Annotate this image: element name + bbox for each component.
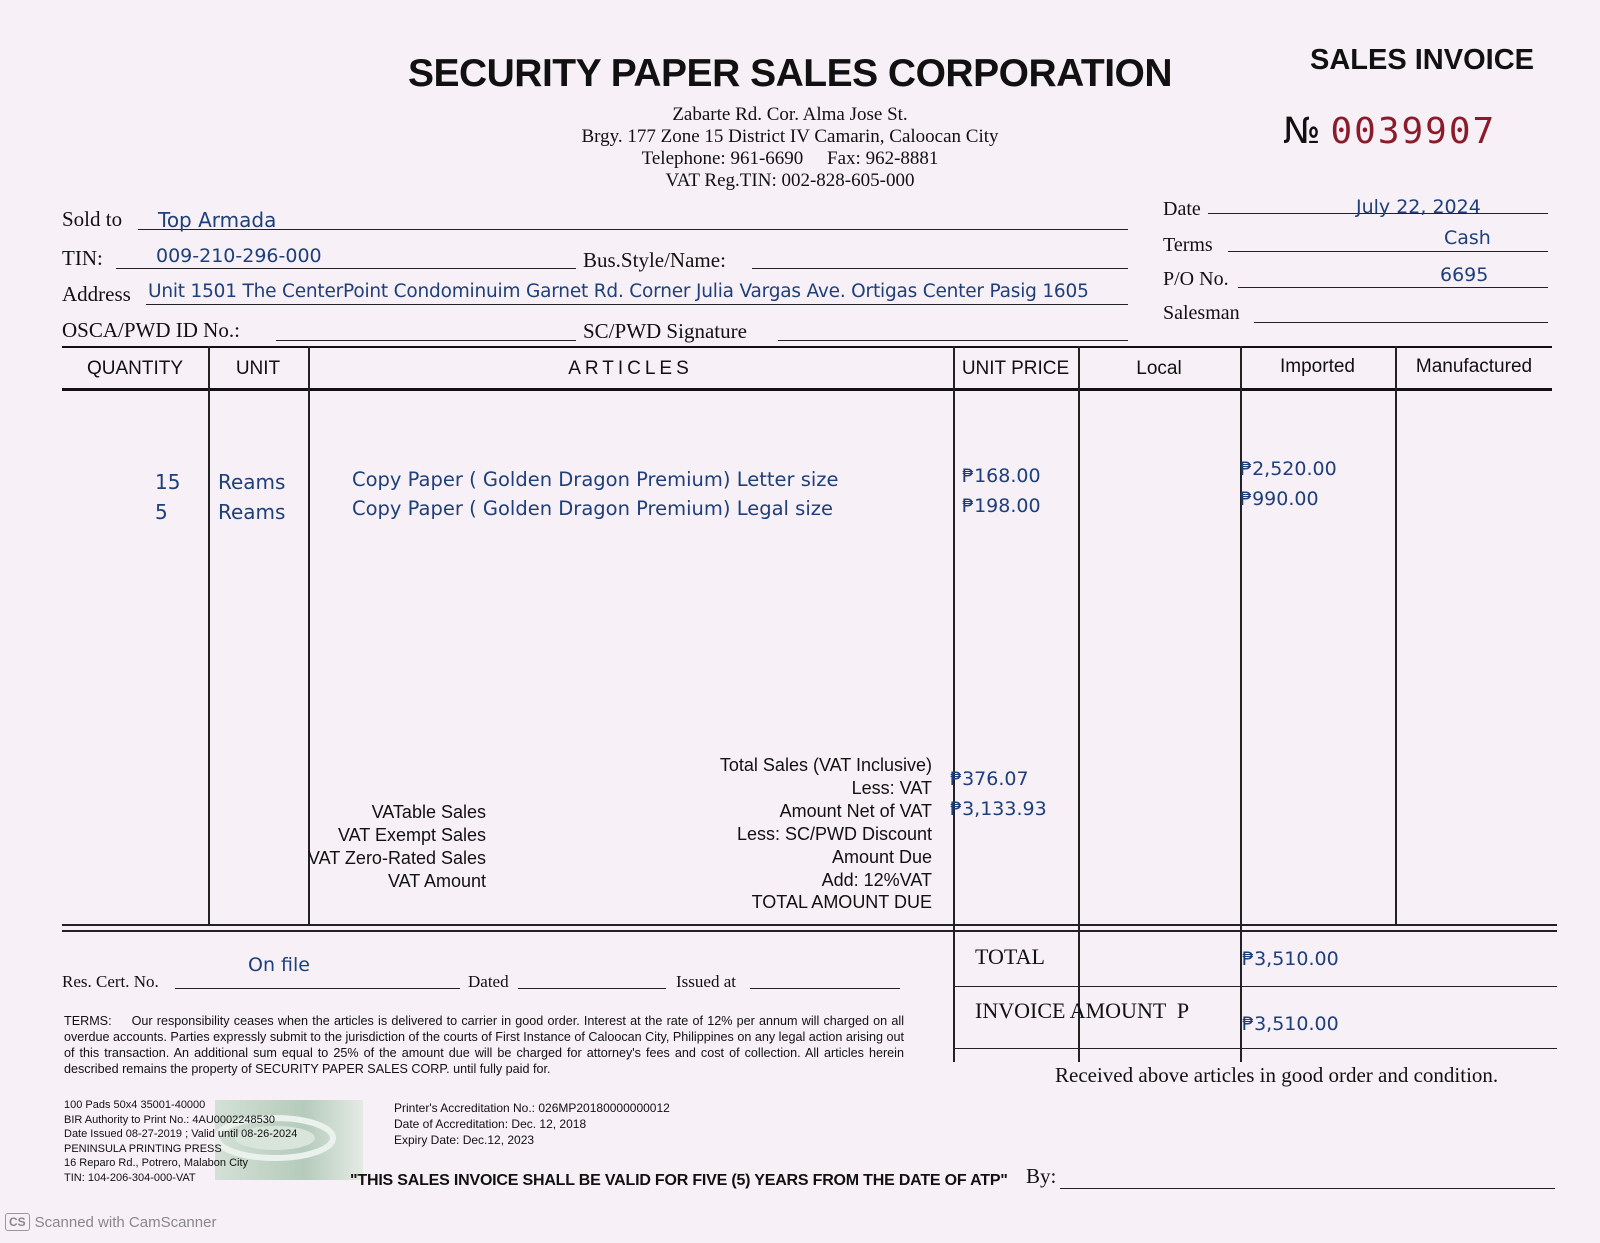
- total-amount-due-label: TOTAL AMOUNT DUE: [751, 892, 932, 912]
- res-cert-value: On file: [248, 954, 310, 976]
- invoice-number-label: №: [1283, 111, 1321, 152]
- osca-label: OSCA/PWD ID No.:: [62, 318, 240, 342]
- company-address-line2: Brgy. 177 Zone 15 District IV Camarin, Caloocan City: [581, 126, 999, 147]
- address-label: Address: [62, 282, 131, 306]
- vatable-sales-label: VATable Sales: [371, 802, 486, 822]
- terms-heading: TERMS:: [64, 1014, 112, 1028]
- printer-line: Date Issued 08-27-2019 ; Valid until 08-26-2024: [64, 1128, 298, 1140]
- printer-line: 16 Reparo Rd., Potrero, Malabon City: [64, 1157, 249, 1169]
- col-manufactured: Manufactured: [1415, 356, 1533, 377]
- total-value: ₱3,510.00: [1242, 948, 1339, 970]
- terms-label: Terms: [1163, 234, 1213, 256]
- row1-unit: Reams: [218, 470, 286, 494]
- printer-line: 100 Pads 50x4 35001-40000: [64, 1099, 206, 1111]
- col-unit: UNIT: [235, 358, 281, 379]
- camscanner-logo-icon: CS: [5, 1213, 30, 1231]
- invoice-number: 0039907: [1330, 111, 1497, 152]
- date-label: Date: [1163, 198, 1201, 220]
- col-quantity: QUANTITY: [86, 358, 184, 379]
- total-label: TOTAL: [975, 944, 1045, 969]
- col-unit-price: UNIT PRICE: [961, 358, 1070, 379]
- printer-info-right: [394, 1100, 670, 1148]
- row2-price: ₱198.00: [962, 495, 1041, 517]
- accreditation-date: Date of Accreditation: Dec. 12, 2018: [394, 1117, 587, 1131]
- invoice-amount-label: INVOICE AMOUNT P: [975, 998, 1190, 1023]
- add-vat-label: Add: 12%VAT: [821, 870, 932, 890]
- sold-to-label: Sold to: [62, 207, 123, 231]
- dated-label: Dated: [468, 972, 509, 991]
- less-vat-value: ₱376.07: [950, 768, 1029, 790]
- row2-imported: ₱990.00: [1240, 488, 1319, 510]
- terms-text: Our responsibility ceases when the articles is delivered to carrier in good order. Interest at the rate of 12% per annum will charged on all overdue accounts. Parties expressly submit to the jurisdiction of the courts of First Instance of Caloocan City, Philippines on any legal action arising out of this transaction. An additional sum equal to 25% of the amount due will be charged for attorney's fees and cost of collection. All articles herein described remains the property of SECURITY PAPER SALES CORP. until fully paid for.: [64, 1014, 904, 1076]
- col-articles: ARTICLES: [568, 358, 693, 379]
- expiry-date: Expiry Date: Dec.12, 2023: [394, 1133, 535, 1147]
- by-label: By:: [1026, 1164, 1057, 1188]
- row2-qty: 5: [155, 500, 168, 524]
- po-label: P/O No.: [1163, 268, 1229, 290]
- date-value: July 22, 2024: [1356, 196, 1481, 218]
- row1-imported: ₱2,520.00: [1240, 458, 1337, 480]
- bus-style-label: Bus.Style/Name:: [583, 248, 726, 272]
- col-imported: Imported: [1280, 356, 1355, 377]
- validity-notice: "THIS SALES INVOICE SHALL BE VALID FOR FIVE (5) YEARS FROM THE DATE OF ATP": [350, 1172, 1008, 1189]
- vat-exempt-label: VAT Exempt Sales: [337, 825, 486, 845]
- invoice-number-block: [1283, 110, 1496, 152]
- net-of-vat-value: ₱3,133.93: [950, 798, 1047, 820]
- row2-article: Copy Paper ( Golden Dragon Premium) Legal size: [352, 497, 833, 520]
- terms-block: [64, 1013, 904, 1077]
- tin-label: TIN:: [62, 246, 103, 270]
- less-vat-label: Less: VAT: [851, 778, 932, 798]
- terms-value: Cash: [1444, 227, 1491, 249]
- sc-signature-label: SC/PWD Signature: [583, 319, 747, 343]
- printer-line: BIR Authority to Print No.: 4AU0002248530: [64, 1113, 275, 1126]
- row2-unit: Reams: [218, 500, 286, 524]
- vat-amount-label: VAT Amount: [387, 871, 486, 891]
- row1-article: Copy Paper ( Golden Dragon Premium) Letter size: [352, 468, 839, 491]
- po-value: 6695: [1440, 264, 1489, 286]
- printer-line: TIN: 104-206-304-000-VAT: [64, 1171, 196, 1184]
- sc-pwd-discount-label: Less: SC/PWD Discount: [736, 824, 932, 844]
- address-value: Unit 1501 The CenterPoint Condominuim Garnet Rd. Corner Julia Vargas Ave. Ortigas Center Pasig 1605: [148, 281, 1089, 302]
- tin-value: 009-210-296-000: [156, 245, 322, 267]
- company-tin: VAT Reg.TIN: 002-828-605-000: [665, 170, 915, 191]
- camscanner-watermark: [5, 1213, 216, 1231]
- received-text: Received above articles in good order and condition.: [1055, 1063, 1499, 1087]
- row1-qty: 15: [155, 470, 181, 494]
- vat-zero-rated-label: VAT Zero-Rated Sales: [307, 848, 486, 868]
- salesman-label: Salesman: [1163, 302, 1240, 324]
- res-cert-label: Res. Cert. No.: [62, 972, 159, 991]
- invoice-title: SALES INVOICE: [1310, 44, 1534, 76]
- camscanner-text: Scanned with CamScanner: [34, 1213, 217, 1231]
- amount-net-vat-label: Amount Net of VAT: [779, 801, 932, 821]
- printer-accreditation: Printer's Accreditation No.: 026MP20180000000012: [394, 1101, 670, 1115]
- printer-info-left: [64, 1098, 297, 1185]
- total-sales-label: Total Sales (VAT Inclusive): [719, 755, 932, 775]
- invoice-amount-value: ₱3,510.00: [1242, 1013, 1339, 1035]
- issued-at-label: Issued at: [676, 972, 736, 991]
- company-name: SECURITY PAPER SALES CORPORATION: [407, 52, 1173, 95]
- sold-to-value: Top Armada: [158, 208, 277, 232]
- amount-due-label: Amount Due: [831, 847, 932, 867]
- company-address-line1: Zabarte Rd. Cor. Alma Jose St.: [672, 104, 908, 125]
- company-phone: Telephone: 961-6690 Fax: 962-8881: [641, 148, 939, 169]
- printer-line: PENINSULA PRINTING PRESS: [64, 1142, 222, 1155]
- row1-price: ₱168.00: [962, 465, 1041, 487]
- col-local: Local: [1136, 358, 1182, 379]
